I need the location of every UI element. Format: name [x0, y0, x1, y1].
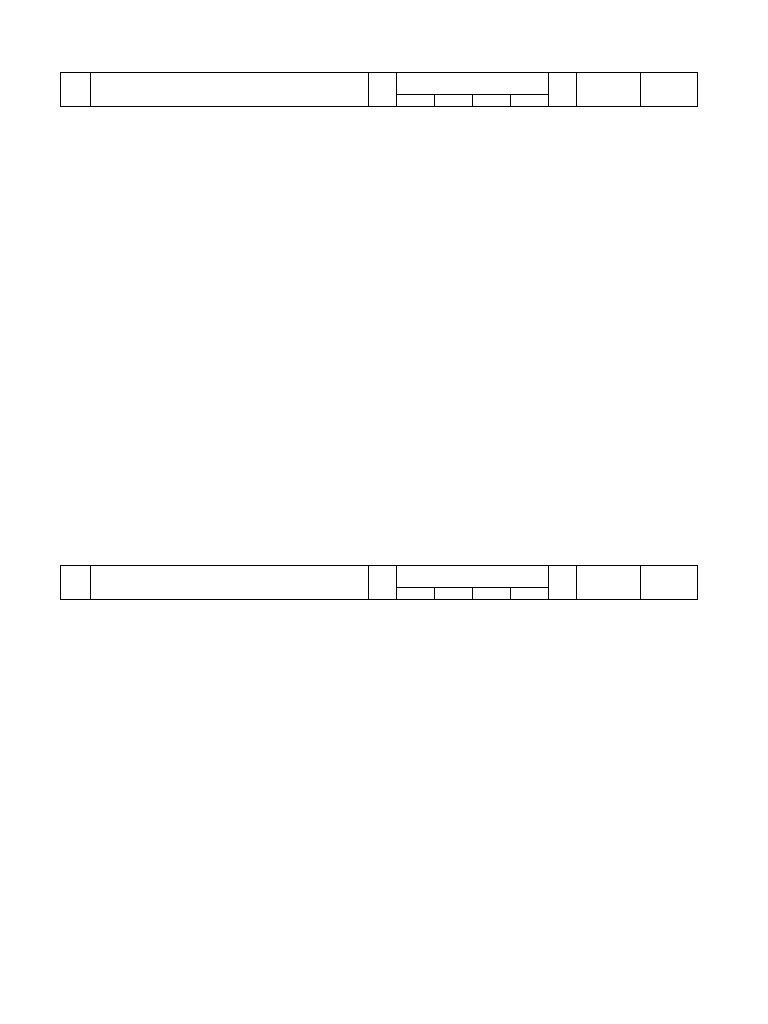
col-time-group: [396, 566, 548, 588]
col-day: [61, 73, 91, 107]
schedule-table-2: [60, 565, 698, 600]
col-btt: [511, 95, 549, 107]
col-place: [577, 73, 641, 107]
col-btt: [511, 588, 549, 600]
col-bbb2: [434, 95, 472, 107]
col-content: [91, 73, 369, 107]
col-bbb1: [396, 588, 434, 600]
col-total: [368, 73, 396, 107]
col-charge: [549, 73, 577, 107]
col-place: [577, 566, 641, 600]
col-time-group: [396, 73, 548, 95]
col-bbb3: [472, 95, 510, 107]
col-content: [91, 566, 369, 600]
col-day: [61, 566, 91, 600]
col-materials: [640, 73, 697, 107]
col-bbb3: [472, 588, 510, 600]
col-charge: [549, 566, 577, 600]
col-bbb2: [434, 588, 472, 600]
col-total: [368, 566, 396, 600]
col-materials: [640, 566, 697, 600]
schedule-table-1: [60, 72, 698, 107]
col-bbb1: [396, 95, 434, 107]
